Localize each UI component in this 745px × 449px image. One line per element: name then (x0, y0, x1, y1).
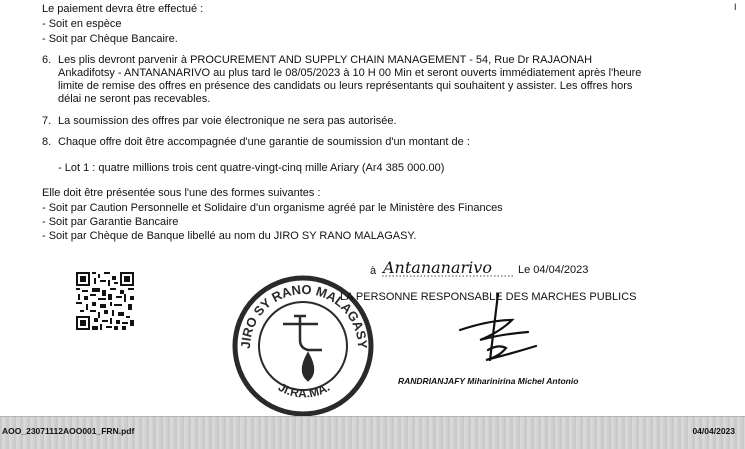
item8-text: Chaque offre doit être accompagnée d'une garantie de soumission d'un montant de : (58, 136, 470, 148)
tap-water-drop-icon (283, 316, 322, 380)
footer-date: 04/04/2023 (692, 426, 735, 436)
item6-line-1: Les plis devront parvenir à PROCUREMENT AND SUPPLY CHAIN MANAGEMENT - 54, Rue Dr RAJAONAH (58, 54, 593, 66)
forms-option-cheque: - Soit par Chèque de Banque libellé au nom du JIRO SY RANO MALAGASY. (42, 230, 417, 242)
payment-option-cash: - Soit en espèce (42, 18, 122, 30)
stamp-bottom-text: JI.RA.MA. (275, 379, 333, 401)
footer-filename: AOO_23071112AOO001_FRN.pdf (2, 426, 135, 436)
payment-option-cheque: - Soit par Chèque Bancaire. (42, 33, 178, 45)
item8-lot: - Lot 1 : quatre millions trois cent quatre-vingt-cinq mille Ariary (Ar4 385 000.00) (58, 162, 445, 174)
item6-line-3: limite de remise des offres en présence des candidats ou leurs représentants qui souhaitent y assister. Les offres hors (58, 80, 633, 92)
forms-option-guarantee: - Soit par Garantie Bancaire (42, 216, 179, 228)
signatory-name: RANDRIANJAFY Miharinirina Michel Antonio (398, 376, 579, 386)
signature-place-handwritten: Antananarivo (383, 258, 492, 277)
forms-option-caution: - Soit par Caution Personnelle et Solidaire d'un organisme agréé par le Ministère des Finances (42, 202, 503, 214)
dotted-line (382, 274, 514, 278)
item7-number: 7. (42, 115, 52, 127)
item7-text: La soumission des offres par voie électronique ne sera pas autorisée. (58, 115, 397, 127)
item6-line-2: Ankadifotsy - ANTANANARIVO au plus tard le 08/05/2023 à 10 H 00 Min et seront ouverts immédiatement après l'heure (58, 67, 642, 79)
signature-date: Le 04/04/2023 (518, 264, 589, 276)
handwritten-signature (440, 290, 550, 370)
item6-line-4: délai ne seront pas recevables. (58, 93, 211, 105)
qr-code (76, 272, 134, 330)
signature-place-prefix: à (370, 265, 377, 277)
forms-intro: Elle doit être présentée sous l'une des formes suivantes : (42, 187, 321, 199)
payment-intro: Le paiement devra être effectué : (42, 3, 204, 15)
item6-number: 6. (42, 54, 52, 66)
stamp-top-text: JIRO SY RANO MALAGASY (237, 281, 371, 350)
item8-number: 8. (42, 136, 52, 148)
corner-mark: I (734, 2, 737, 12)
signature-title: LA PERSONNE RESPONSABLE DES MARCHES PUBLICS (340, 291, 637, 303)
